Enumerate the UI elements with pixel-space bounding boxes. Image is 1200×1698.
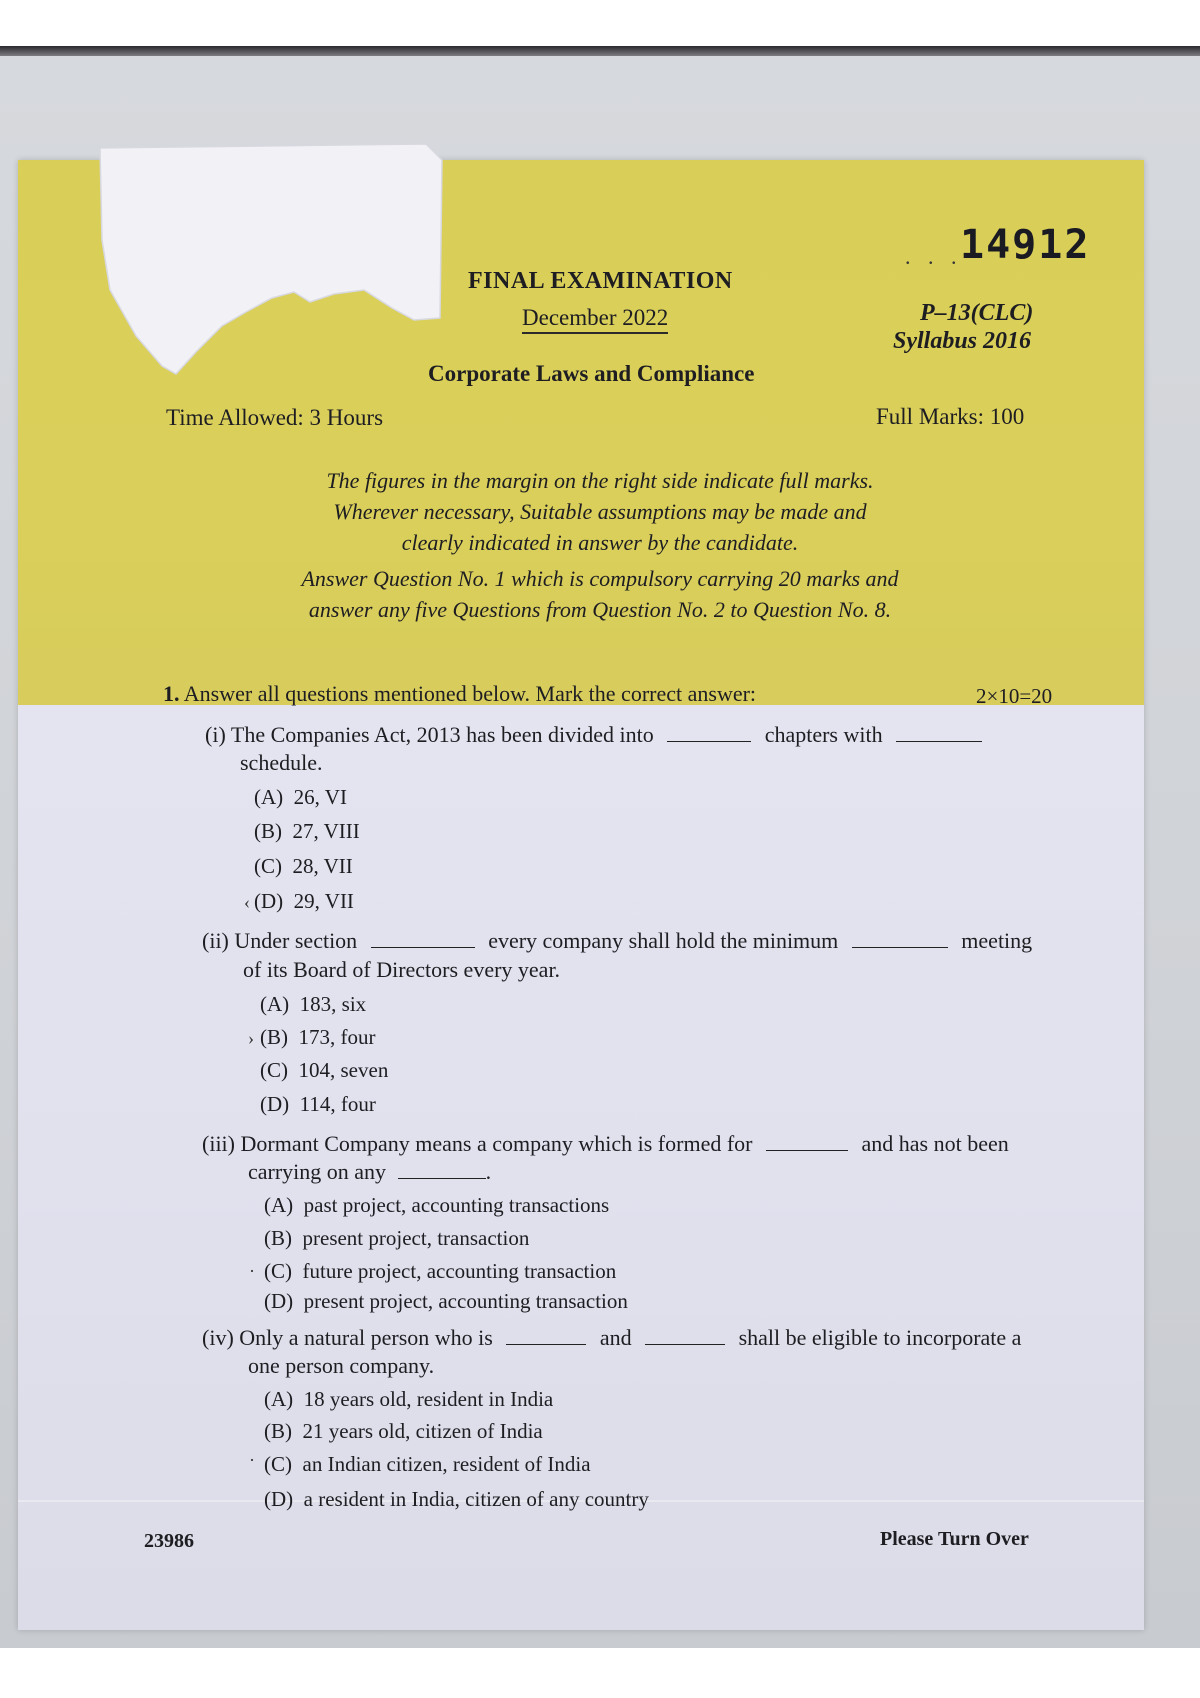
- option-a: (A) 18 years old, resident in India: [264, 1387, 554, 1411]
- answer-blank: [896, 740, 982, 742]
- torn-paper-patch: [96, 140, 446, 380]
- option-d: (D) a resident in India, citizen of any country: [264, 1487, 649, 1511]
- answer-blank: [506, 1343, 586, 1345]
- full-marks: Full Marks: 100: [876, 404, 1025, 429]
- sub-question-line2: one person company.: [248, 1353, 435, 1378]
- sub-question-text: every company shall hold the minimum: [488, 928, 839, 953]
- option-a: (A) 183, six: [260, 992, 367, 1016]
- option-b: (B) 27, VIII: [254, 819, 360, 843]
- sub-question-text: Dormant Company means a company which is formed for: [240, 1131, 753, 1156]
- sub-question-number: (iii): [202, 1131, 235, 1156]
- sub-question-number: (i): [205, 722, 226, 747]
- sub-question-ii: [202, 928, 1032, 954]
- question-instruction: Answer all questions mentioned below. Mark the correct answer:: [183, 681, 757, 706]
- sub-question-number: (iv): [202, 1325, 234, 1350]
- sub-question-iv: [202, 1325, 1021, 1351]
- answer-blank: [645, 1343, 725, 1345]
- please-turn-over: Please Turn Over: [880, 1528, 1029, 1550]
- option-c: (C) future project, accounting transaction: [264, 1259, 617, 1283]
- sub-question-text: carrying on any: [248, 1159, 387, 1184]
- instruction-line: The figures in the margin on the right side indicate full marks.: [326, 468, 874, 493]
- sub-question-text: chapters with: [764, 722, 883, 747]
- time-allowed: Time Allowed: 3 Hours: [166, 405, 384, 430]
- sub-question-text: The Companies Act, 2013 has been divided into: [230, 722, 654, 747]
- pencil-tick-mark: ›: [248, 1028, 254, 1048]
- option-a: (A) past project, accounting transactions: [264, 1193, 610, 1217]
- option-d: (D) present project, accounting transaction: [264, 1289, 628, 1313]
- page-code: 23986: [144, 1530, 194, 1552]
- answer-blank: [852, 946, 948, 948]
- sub-question-text: Under section: [234, 928, 358, 953]
- option-b: (B) 21 years old, citizen of India: [264, 1419, 543, 1443]
- instruction-line: answer any five Questions from Question No. 2 to Question No. 8.: [308, 597, 892, 622]
- option-c: (C) 104, seven: [260, 1058, 389, 1082]
- pencil-tick-mark: ‹: [244, 892, 250, 912]
- sub-question-text: shall be eligible to incorporate a: [738, 1325, 1022, 1350]
- question-number: 1.: [163, 681, 180, 706]
- option-a: (A) 26, VI: [254, 785, 347, 809]
- serial-number: 14912: [960, 222, 1091, 268]
- sub-question-line2: carrying on any .: [248, 1159, 492, 1184]
- answer-blank: [667, 740, 751, 742]
- sub-question-text: and: [599, 1325, 632, 1350]
- sub-question-number: (ii): [202, 928, 229, 953]
- option-d: (D) 114, four: [260, 1092, 376, 1116]
- answer-blank: [766, 1149, 848, 1151]
- exam-date: December 2022: [522, 305, 668, 334]
- serial-prefix-dots: . . .: [905, 244, 963, 269]
- paper-code: P–13(CLC): [920, 300, 1034, 326]
- syllabus-label: Syllabus 2016: [893, 328, 1032, 354]
- instruction-line: Answer Question No. 1 which is compulsory carrying 20 marks and: [301, 566, 899, 591]
- sub-question-line2: schedule.: [240, 750, 323, 775]
- sub-question-line2: of its Board of Directors every year.: [243, 957, 561, 982]
- pencil-tick-mark: ·: [249, 1450, 255, 1470]
- sub-question-text: meeting: [961, 928, 1033, 953]
- sub-question-i: [205, 722, 982, 748]
- subject-title: Corporate Laws and Compliance: [428, 361, 755, 386]
- answer-blank: [398, 1177, 486, 1179]
- option-b: (B) 173, four: [260, 1025, 376, 1049]
- instruction-line: clearly indicated in answer by the candidate.: [401, 530, 799, 555]
- pencil-tick-mark: ·: [249, 1261, 255, 1281]
- question-marks: 2×10=20: [976, 684, 1053, 708]
- sub-question-text: Only a natural person who is: [239, 1325, 493, 1350]
- sub-question-text: and has not been: [861, 1131, 1009, 1156]
- answer-blank: [371, 946, 475, 948]
- question-1-text: [163, 681, 756, 707]
- sub-question-iii: [202, 1131, 1009, 1157]
- option-c: (C) 28, VII: [254, 854, 353, 878]
- bottom-margin: [0, 1648, 1200, 1698]
- option-b: (B) present project, transaction: [264, 1226, 530, 1250]
- instruction-line: Wherever necessary, Suitable assumptions may be made and: [333, 499, 867, 524]
- exam-title: FINAL EXAMINATION: [468, 268, 733, 294]
- top-margin: [0, 0, 1200, 48]
- option-c: (C) an Indian citizen, resident of India: [264, 1452, 591, 1476]
- option-d: (D) 29, VII: [254, 889, 354, 913]
